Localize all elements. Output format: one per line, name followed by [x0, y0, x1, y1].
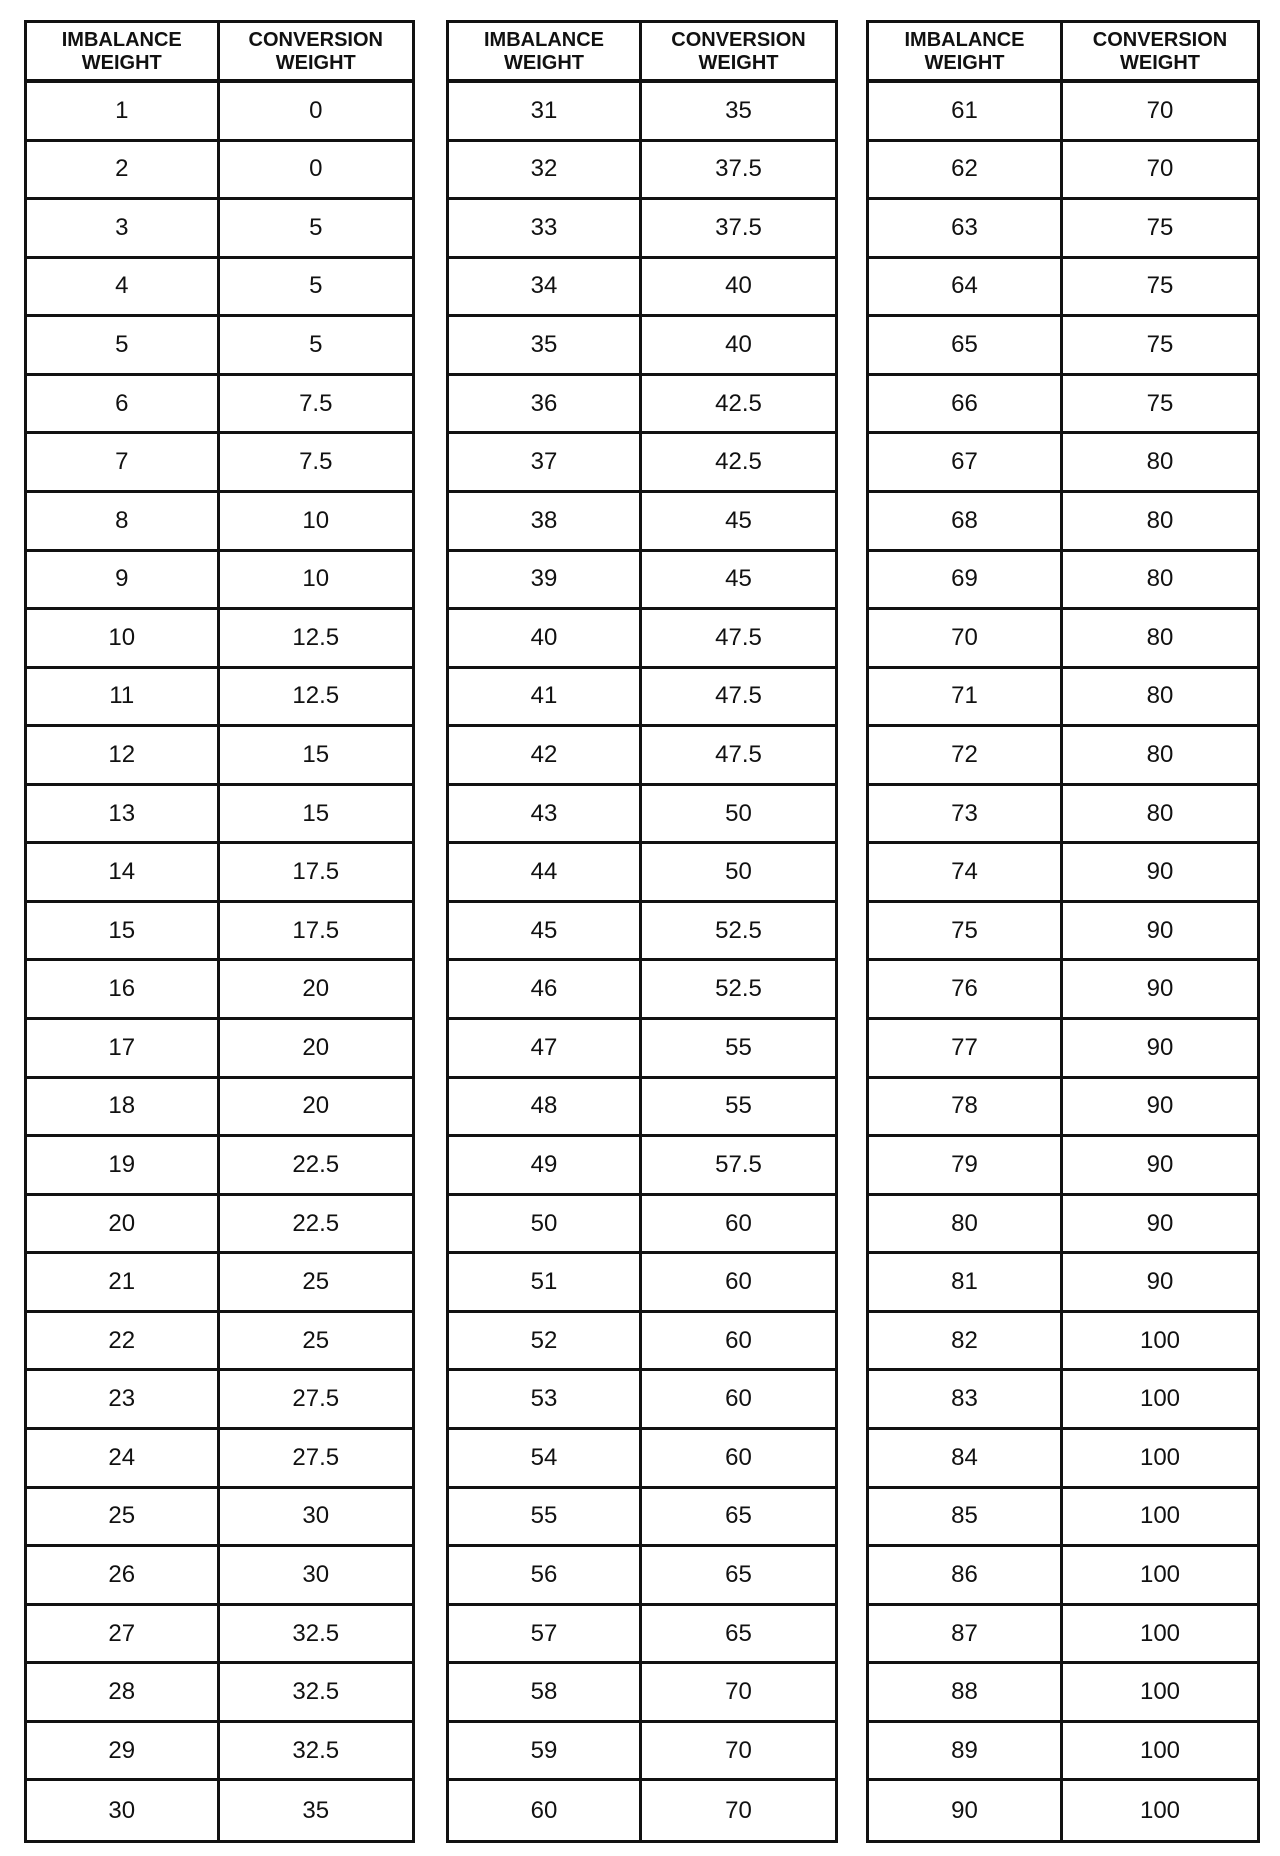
- conversion-weight-cell: 25: [220, 1254, 413, 1313]
- header-conversion-line2: WEIGHT: [1120, 52, 1200, 74]
- conversion-weight-cell: 52.5: [642, 903, 835, 962]
- header-imbalance-line2: WEIGHT: [504, 52, 584, 74]
- imbalance-weight-cell: 82: [869, 1313, 1063, 1372]
- conversion-weight-cell: 60: [642, 1313, 835, 1372]
- conversion-weight-cell: 100: [1063, 1430, 1257, 1489]
- imbalance-weight-cell: 73: [869, 786, 1063, 845]
- conversion-weight-cell: 75: [1063, 200, 1257, 259]
- conversion-weight-cell: 37.5: [642, 200, 835, 259]
- imbalance-weight-cell: 59: [449, 1723, 642, 1782]
- conversion-weight-cell: 90: [1063, 1254, 1257, 1313]
- conversion-weight-cell: 90: [1063, 1079, 1257, 1138]
- imbalance-weight-cell: 35: [449, 317, 642, 376]
- imbalance-weight-cell: 71: [869, 669, 1063, 728]
- conversion-weight-cell: 27.5: [220, 1371, 413, 1430]
- imbalance-weight-cell: 89: [869, 1723, 1063, 1782]
- conversion-weight-cell: 75: [1063, 376, 1257, 435]
- imbalance-weight-cell: 17: [27, 1020, 220, 1079]
- header-conversion-line1: CONVERSION: [1092, 29, 1228, 51]
- imbalance-weight-cell: 49: [449, 1137, 642, 1196]
- imbalance-weight-cell: 74: [869, 844, 1063, 903]
- conversion-weight-cell: 0: [220, 142, 413, 201]
- imbalance-weight-cell: 90: [869, 1781, 1063, 1840]
- conversion-weight-cell: 90: [1063, 1196, 1257, 1255]
- imbalance-weight-cell: 70: [869, 610, 1063, 669]
- conversion-weight-cell: 17.5: [220, 844, 413, 903]
- imbalance-weight-cell: 44: [449, 844, 642, 903]
- imbalance-weight-cell: 39: [449, 552, 642, 611]
- imbalance-weight-cell: 38: [449, 493, 642, 552]
- conversion-weight-cell: 70: [642, 1723, 835, 1782]
- imbalance-weight-cell: 72: [869, 727, 1063, 786]
- conversion-weight-cell: 40: [642, 259, 835, 318]
- conversion-weight-cell: 15: [220, 727, 413, 786]
- imbalance-weight-cell: 78: [869, 1079, 1063, 1138]
- imbalance-weight-cell: 34: [449, 259, 642, 318]
- header-imbalance-weight: [449, 23, 642, 83]
- header-imbalance-line2: WEIGHT: [81, 52, 162, 74]
- imbalance-weight-cell: 9: [27, 552, 220, 611]
- conversion-weight-cell: 12.5: [220, 610, 413, 669]
- imbalance-weight-cell: 68: [869, 493, 1063, 552]
- imbalance-weight-cell: 50: [449, 1196, 642, 1255]
- conversion-weight-cell: 100: [1063, 1313, 1257, 1372]
- imbalance-weight-cell: 65: [869, 317, 1063, 376]
- conversion-weight-cell: 100: [1063, 1547, 1257, 1606]
- imbalance-weight-cell: 51: [449, 1254, 642, 1313]
- imbalance-weight-cell: 60: [449, 1781, 642, 1840]
- conversion-weight-cell: 5: [220, 317, 413, 376]
- conversion-weight-cell: 7.5: [220, 376, 413, 435]
- conversion-weight-cell: 60: [642, 1430, 835, 1489]
- conversion-weight-cell: 0: [220, 83, 413, 142]
- imbalance-weight-cell: 69: [869, 552, 1063, 611]
- conversion-weight-cell: 90: [1063, 903, 1257, 962]
- header-conversion-weight: [1063, 23, 1257, 83]
- conversion-weight-cell: 57.5: [642, 1137, 835, 1196]
- imbalance-weight-cell: 75: [869, 903, 1063, 962]
- conversion-table-3: [866, 20, 1260, 1843]
- conversion-weight-cell: 17.5: [220, 903, 413, 962]
- conversion-weight-cell: 45: [642, 493, 835, 552]
- conversion-table-1: [24, 20, 415, 1843]
- conversion-weight-cell: 50: [642, 786, 835, 845]
- conversion-weight-cell: 80: [1063, 610, 1257, 669]
- conversion-weight-cell: 15: [220, 786, 413, 845]
- conversion-weight-cell: 90: [1063, 1020, 1257, 1079]
- conversion-weight-cell: 35: [302, 1796, 330, 1824]
- header-imbalance-weight: [27, 23, 220, 83]
- conversion-weight-cell: 50: [642, 844, 835, 903]
- header-imbalance-line2: WEIGHT: [924, 52, 1005, 74]
- imbalance-weight-cell: 26: [27, 1547, 220, 1606]
- conversion-weight-cell: 32.5: [220, 1723, 413, 1782]
- conversion-table-2: [446, 20, 838, 1843]
- imbalance-weight-cell: 21: [27, 1254, 220, 1313]
- conversion-weight-cell: 80: [1063, 434, 1257, 493]
- header-conversion-line2: WEIGHT: [698, 52, 779, 74]
- conversion-weight-cell: 80: [1063, 669, 1257, 728]
- imbalance-weight-cell: 6: [27, 376, 220, 435]
- imbalance-weight-cell: 25: [27, 1489, 220, 1548]
- conversion-weight-cell: 42.5: [642, 376, 835, 435]
- imbalance-weight-cell: 87: [869, 1606, 1063, 1665]
- imbalance-weight-cell: 61: [869, 83, 1063, 142]
- conversion-weight-cell: 60: [642, 1371, 835, 1430]
- conversion-weight-cell: 47.5: [642, 669, 835, 728]
- imbalance-weight-cell: 37: [449, 434, 642, 493]
- imbalance-weight-cell: 62: [869, 142, 1063, 201]
- imbalance-weight-cell: 7: [27, 434, 220, 493]
- header-imbalance-line1: IMBALANCE: [61, 29, 182, 51]
- conversion-weight-cell: 10: [220, 552, 413, 611]
- conversion-weight-cell: 22.5: [220, 1137, 413, 1196]
- imbalance-weight-cell: 29: [27, 1723, 220, 1782]
- conversion-weight-cell: 32.5: [220, 1606, 413, 1665]
- conversion-weight-cell: 100: [1063, 1723, 1257, 1782]
- conversion-weight-cell: 5: [220, 200, 413, 259]
- header-imbalance-line1: IMBALANCE: [484, 29, 604, 51]
- imbalance-weight-cell: 55: [449, 1489, 642, 1548]
- imbalance-weight-cell: 31: [449, 83, 642, 142]
- imbalance-weight-cell: 79: [869, 1137, 1063, 1196]
- imbalance-weight-cell: 27: [27, 1606, 220, 1665]
- imbalance-weight-cell: 67: [869, 434, 1063, 493]
- imbalance-weight-cell: 66: [869, 376, 1063, 435]
- imbalance-weight-cell: 3: [27, 200, 220, 259]
- imbalance-weight-cell: 84: [869, 1430, 1063, 1489]
- header-imbalance-weight: [869, 23, 1063, 83]
- imbalance-weight-cell: 12: [27, 727, 220, 786]
- imbalance-weight-cell: 54: [449, 1430, 642, 1489]
- imbalance-weight-cell: 13: [27, 786, 220, 845]
- conversion-weight-cell: 27.5: [220, 1430, 413, 1489]
- conversion-weight-cell: 65: [642, 1489, 835, 1548]
- imbalance-weight-cell: 24: [27, 1430, 220, 1489]
- conversion-weight-cell: 47.5: [642, 727, 835, 786]
- imbalance-weight-cell: 4: [27, 259, 220, 318]
- imbalance-weight-cell: 56: [449, 1547, 642, 1606]
- conversion-weight-cell: 65: [642, 1547, 835, 1606]
- imbalance-weight-cell: 5: [27, 317, 220, 376]
- conversion-weight-cell: 60: [642, 1254, 835, 1313]
- conversion-weight-cell: 20: [220, 1020, 413, 1079]
- imbalance-weight-cell: 42: [449, 727, 642, 786]
- imbalance-weight-cell: 88: [869, 1664, 1063, 1723]
- imbalance-weight-cell: 28: [27, 1664, 220, 1723]
- conversion-weight-cell: 75: [1063, 259, 1257, 318]
- header-conversion-line1: CONVERSION: [671, 29, 806, 51]
- header-conversion-line1: CONVERSION: [248, 29, 383, 51]
- imbalance-weight-cell: 2: [27, 142, 220, 201]
- imbalance-weight-cell: 30: [27, 1781, 220, 1840]
- imbalance-weight-cell: 53: [449, 1371, 642, 1430]
- conversion-weight-cell: 70: [725, 1796, 752, 1824]
- imbalance-weight-cell: 80: [869, 1196, 1063, 1255]
- conversion-weight-cell: 55: [642, 1079, 835, 1138]
- imbalance-weight-cell: 8: [27, 493, 220, 552]
- conversion-weight-cell: 100: [1063, 1664, 1257, 1723]
- conversion-weight-cell: 75: [1063, 317, 1257, 376]
- imbalance-weight-cell: 23: [27, 1371, 220, 1430]
- imbalance-weight-cell: 58: [449, 1664, 642, 1723]
- imbalance-weight-cell: 45: [449, 903, 642, 962]
- conversion-weight-cell: 20: [220, 1079, 413, 1138]
- imbalance-weight-cell: 85: [869, 1489, 1063, 1548]
- imbalance-weight-cell: 57: [449, 1606, 642, 1665]
- imbalance-weight-cell: 32: [449, 142, 642, 201]
- conversion-weight-cell: 100: [1063, 1489, 1257, 1548]
- imbalance-weight-cell: 22: [27, 1313, 220, 1372]
- header-conversion-weight: [642, 23, 835, 83]
- conversion-weight-cell: 52.5: [642, 961, 835, 1020]
- imbalance-weight-cell: 20: [27, 1196, 220, 1255]
- imbalance-weight-cell: 83: [869, 1371, 1063, 1430]
- conversion-weight-cell: 45: [642, 552, 835, 611]
- conversion-weight-cell: 37.5: [642, 142, 835, 201]
- conversion-weight-cell: 30: [220, 1547, 413, 1606]
- header-imbalance-line1: IMBALANCE: [904, 29, 1025, 51]
- conversion-weight-cell: 60: [642, 1196, 835, 1255]
- imbalance-weight-cell: 48: [449, 1079, 642, 1138]
- imbalance-weight-cell: 41: [449, 669, 642, 728]
- conversion-weight-cell: 7.5: [220, 434, 413, 493]
- conversion-weight-cell: 47.5: [642, 610, 835, 669]
- conversion-weight-cell: 70: [1063, 142, 1257, 201]
- conversion-weight-cell: 70: [1063, 83, 1257, 142]
- conversion-weight-cell: 42.5: [642, 434, 835, 493]
- imbalance-weight-cell: 1: [27, 83, 220, 142]
- imbalance-weight-cell: 15: [27, 903, 220, 962]
- imbalance-weight-cell: 47: [449, 1020, 642, 1079]
- imbalance-weight-cell: 46: [449, 961, 642, 1020]
- header-conversion-line2: WEIGHT: [275, 52, 356, 74]
- imbalance-weight-cell: 19: [27, 1137, 220, 1196]
- table-grid: [869, 23, 1257, 1840]
- conversion-weight-cell: 25: [220, 1313, 413, 1372]
- conversion-weight-cell: 90: [1063, 961, 1257, 1020]
- imbalance-weight-cell: 81: [869, 1254, 1063, 1313]
- conversion-weight-cell: 20: [220, 961, 413, 1020]
- conversion-weight-cell: 35: [642, 83, 835, 142]
- conversion-weight-cell: 30: [220, 1489, 413, 1548]
- header-conversion-weight: [220, 23, 413, 83]
- conversion-weight-cell: 10: [220, 493, 413, 552]
- imbalance-weight-cell: 14: [27, 844, 220, 903]
- conversion-weight-cell: 55: [642, 1020, 835, 1079]
- conversion-weight-cell: 100: [1063, 1371, 1257, 1430]
- imbalance-weight-cell: 77: [869, 1020, 1063, 1079]
- imbalance-weight-cell: 18: [27, 1079, 220, 1138]
- imbalance-weight-cell: 76: [869, 961, 1063, 1020]
- imbalance-weight-cell: 43: [449, 786, 642, 845]
- conversion-weight-cell: 80: [1063, 727, 1257, 786]
- imbalance-weight-cell: 52: [449, 1313, 642, 1372]
- conversion-weight-cell: 70: [642, 1664, 835, 1723]
- imbalance-weight-cell: 40: [449, 610, 642, 669]
- conversion-weight-cell: 65: [642, 1606, 835, 1665]
- conversion-weight-cell: 32.5: [220, 1664, 413, 1723]
- conversion-weight-cell: 90: [1063, 844, 1257, 903]
- conversion-weight-cell: 80: [1063, 493, 1257, 552]
- conversion-weight-cell: 100: [1139, 1796, 1181, 1824]
- imbalance-weight-cell: 36: [449, 376, 642, 435]
- imbalance-weight-cell: 63: [869, 200, 1063, 259]
- conversion-weight-cell: 40: [642, 317, 835, 376]
- conversion-weight-cell: 5: [220, 259, 413, 318]
- table-grid: [449, 23, 835, 1840]
- conversion-weight-cell: 80: [1063, 552, 1257, 611]
- table-grid: [27, 23, 412, 1840]
- imbalance-weight-cell: 16: [27, 961, 220, 1020]
- conversion-weight-cell: 90: [1063, 1137, 1257, 1196]
- conversion-weight-cell: 100: [1063, 1606, 1257, 1665]
- imbalance-weight-cell: 86: [869, 1547, 1063, 1606]
- conversion-weight-cell: 80: [1063, 786, 1257, 845]
- conversion-weight-cell: 12.5: [220, 669, 413, 728]
- imbalance-weight-cell: 11: [27, 669, 220, 728]
- imbalance-weight-cell: 10: [27, 610, 220, 669]
- imbalance-weight-cell: 64: [869, 259, 1063, 318]
- conversion-weight-cell: 22.5: [220, 1196, 413, 1255]
- imbalance-weight-cell: 33: [449, 200, 642, 259]
